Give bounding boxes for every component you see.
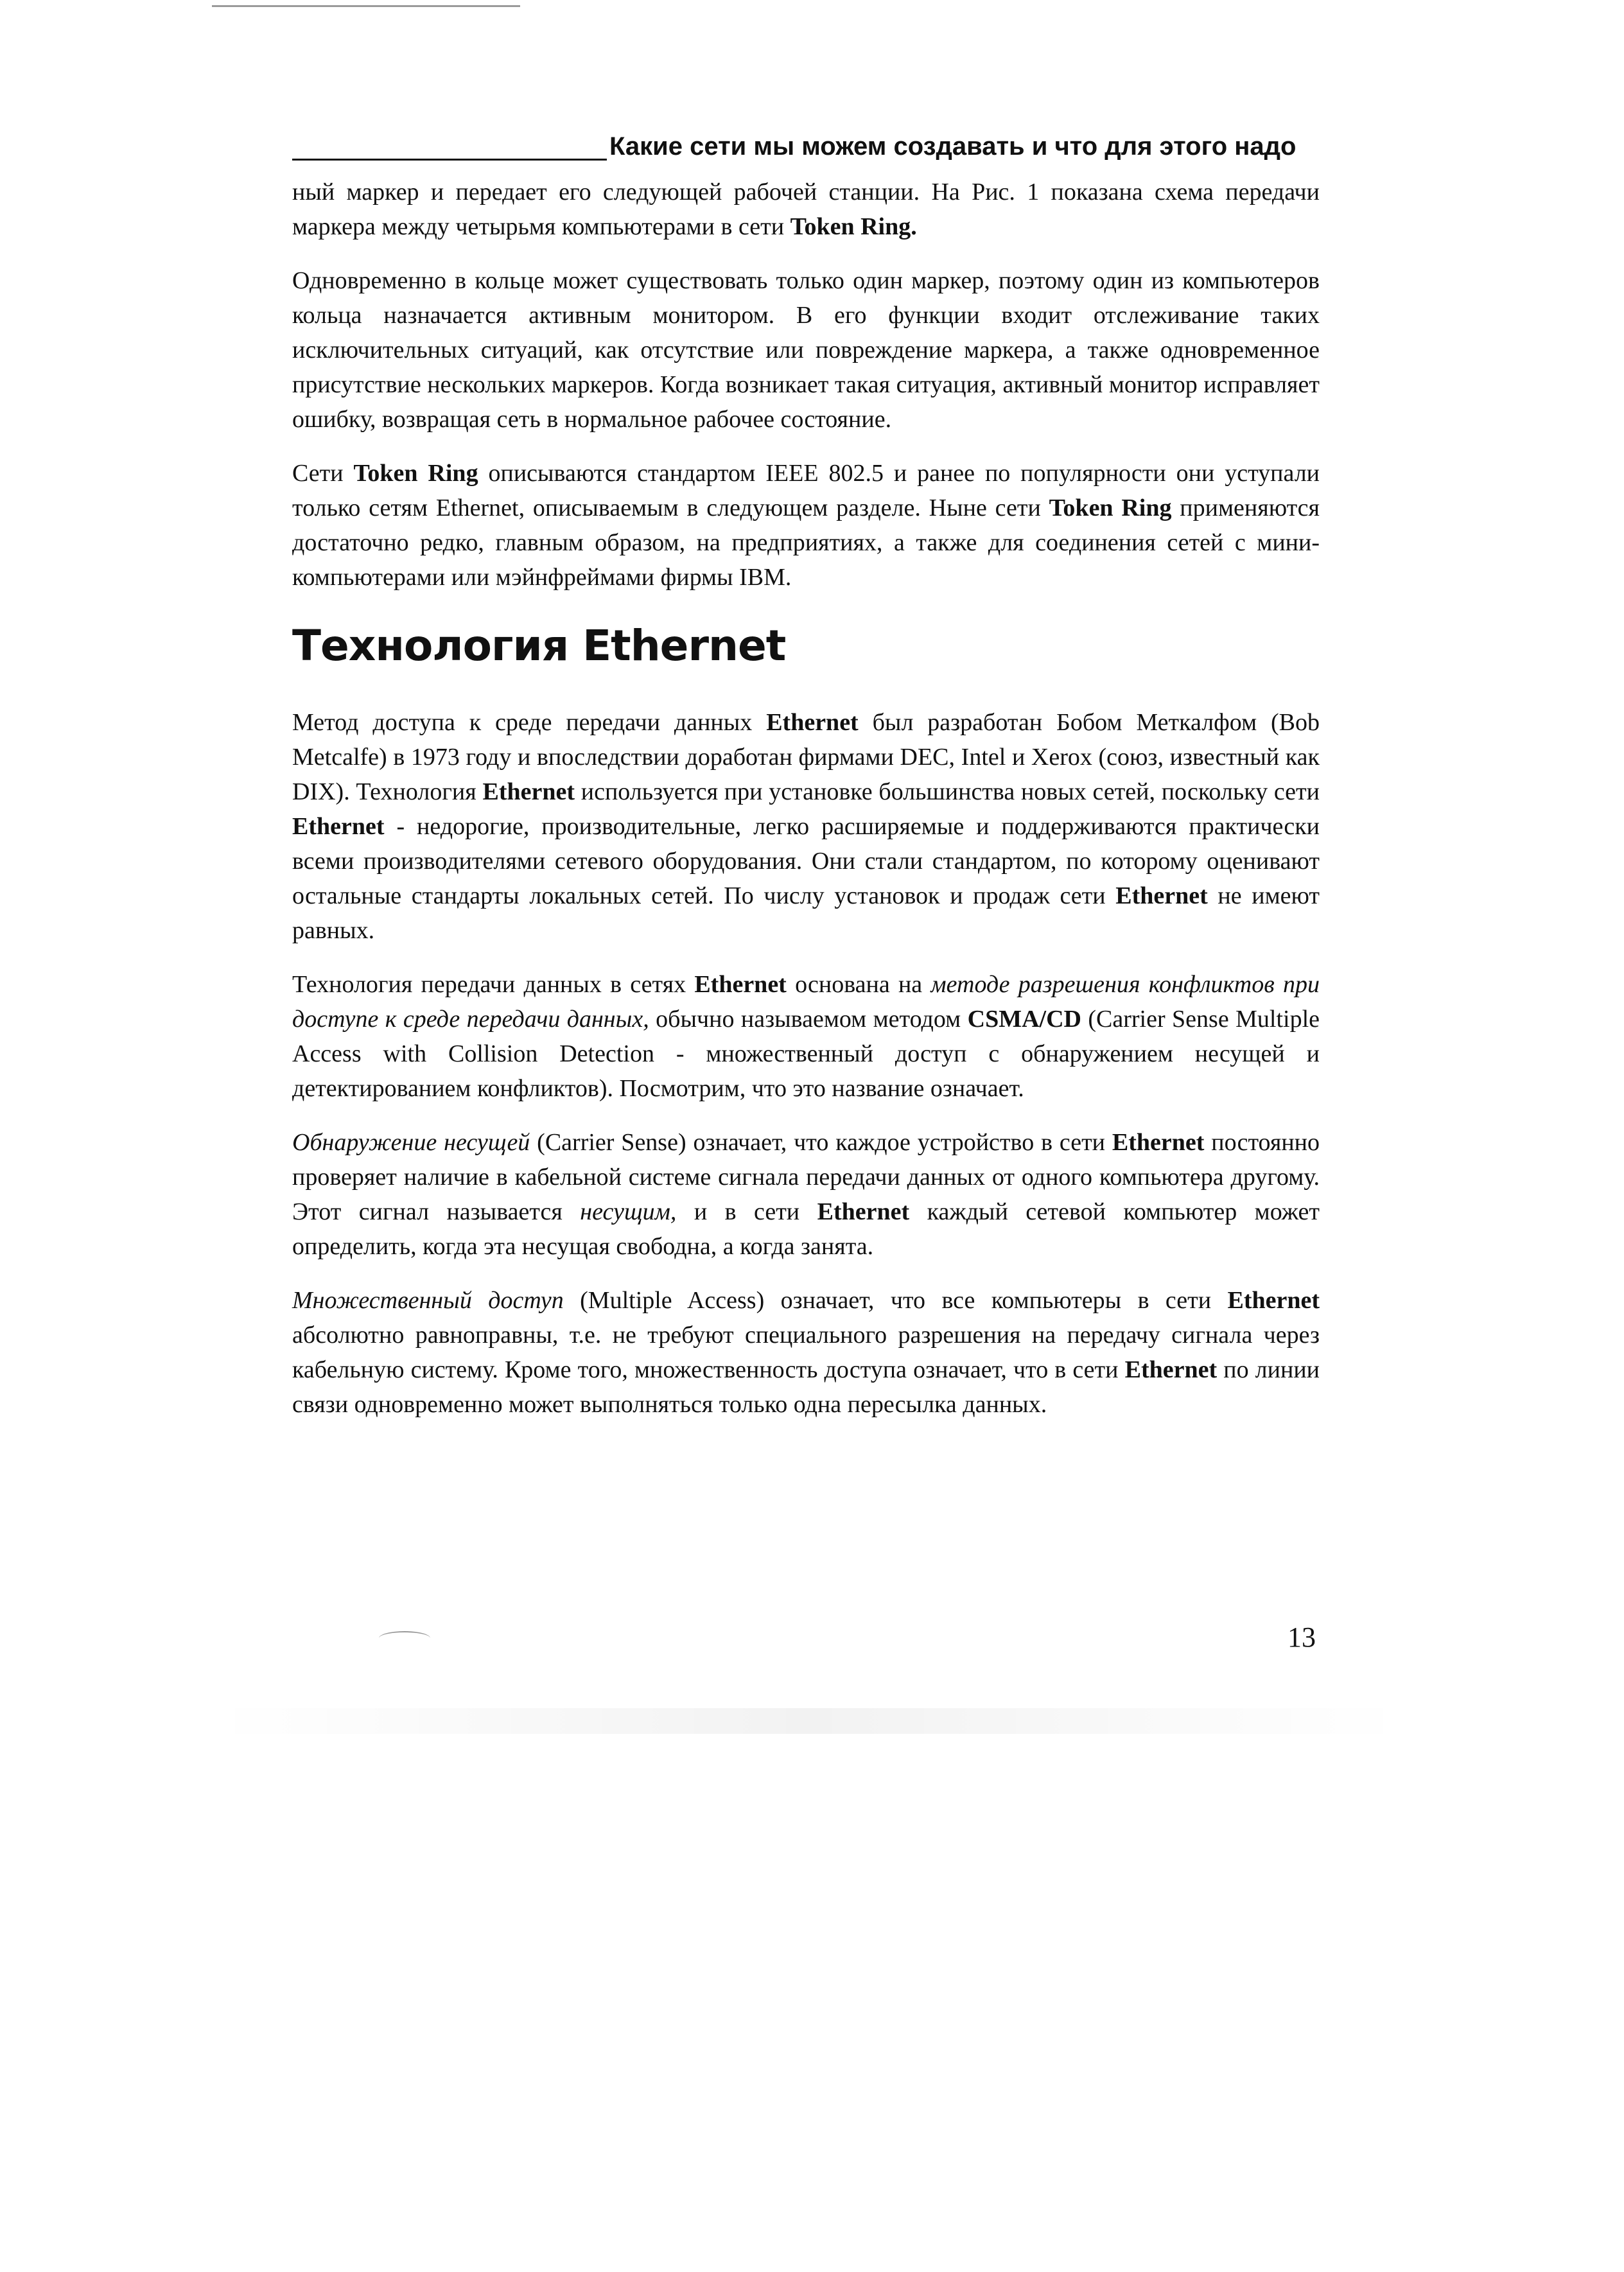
term-csma-cd: CSMA/CD <box>967 1006 1081 1033</box>
header-title: Какие сети мы можем создавать и что для этого надо <box>609 132 1297 161</box>
text: не имеют равных. <box>292 882 1320 944</box>
text: был разработан Бобом Меткалфом (Bob Metcalfe) в 1973 году и впоследствии доработан фирмами DEC, Intel и Xerox (союз, известный как DIX). Технология <box>292 709 1320 805</box>
page-content <box>292 109 1320 1441</box>
term-ethernet: Ethernet <box>1124 1356 1218 1383</box>
text: (Multiple Access) означает, что все компьютеры в сети <box>563 1287 1228 1314</box>
text: (Carrier Sense Multiple Access with Collision Detection - множественный доступ с обнаружением несущей и детектированием конфликтов). Посмотрим, что это название означает. <box>292 1006 1320 1102</box>
text: - недорогие, производительные, легко расширяемые и поддерживаются практически всеми производителями сетевого оборудования. Они стали стандартом, по которому оценивают остальные стандарты локальных сетей. По числу установок и продаж сети <box>292 813 1320 909</box>
paragraph-token-passing <box>292 175 1320 244</box>
text: обычно называемом методом <box>649 1006 968 1033</box>
term-ethernet: Ethernet <box>694 971 787 998</box>
text: (Carrier Sense) означает, что каждое устройство в сети <box>530 1129 1112 1156</box>
text: абсолютно равноправны, т.е. не требуют специального разрешения на передачу сигнала через кабельную систему. Кроме того, множественность доступа означает, что в сети <box>292 1322 1320 1383</box>
text: Метод доступа к среде передачи данных <box>292 709 767 736</box>
text: Сети <box>292 460 354 487</box>
text: основана на <box>786 971 931 998</box>
page-number: 13 <box>1288 1621 1316 1653</box>
term-token-ring: Token Ring <box>353 460 478 487</box>
paragraph-carrier-sense <box>292 1125 1320 1264</box>
term-token-ring: Token Ring. <box>790 213 917 240</box>
emphasis-carrier: несущим, <box>580 1198 677 1225</box>
text: ный маркер и передает его следующей рабочей станции. На Рис. 1 показана схема передачи маркера между четырьмя компьютерами в сети <box>292 179 1320 240</box>
top-scan-rule <box>212 5 520 7</box>
section-title: Технология Ethernet <box>292 621 786 670</box>
paragraph-ethernet-history <box>292 705 1320 948</box>
scan-shadow <box>212 1708 1406 1734</box>
text: Технология передачи данных в сетях <box>292 971 695 998</box>
term-ethernet: Ethernet <box>766 709 859 736</box>
term-ethernet: Ethernet <box>1112 1129 1205 1156</box>
text: описываются стандартом IEEE 802.5 и ранее по популярности они уступали только сетям Ethernet, описываемым в следующем разделе. Ныне сети <box>292 460 1320 521</box>
header-rule <box>292 159 607 161</box>
term-ethernet: Ethernet <box>482 778 575 805</box>
term-ethernet: Ethernet <box>1227 1287 1320 1314</box>
term-ethernet: Ethernet <box>817 1198 910 1225</box>
running-header <box>292 109 1320 161</box>
text: используется при установке большинства новых сетей, поскольку сети <box>575 778 1320 805</box>
text: постоянно проверяет наличие в кабельной системе сигнала передачи данных от одного компьютера другому. Этот сигнал называется <box>292 1129 1320 1225</box>
paragraph-active-monitor <box>292 263 1320 437</box>
scan-smudge <box>379 1631 430 1645</box>
text: применяются достаточно редко, главным образом, на предприятиях, а также для соединения сетей с мини-компьютерами или мэйнфреймами фирмы IBM. <box>292 494 1320 591</box>
term-ethernet: Ethernet <box>1115 882 1208 909</box>
emphasis-multiple-access: Множественный доступ <box>292 1287 564 1314</box>
text: каждый сетевой компьютер может определить, когда эта несущая свободна, а когда занята. <box>292 1198 1320 1260</box>
text: по линии связи одновременно может выполняться только одна пересылка данных. <box>292 1356 1320 1418</box>
emphasis-carrier-sense: Обнаружение несущей <box>292 1129 530 1156</box>
text: и в сети <box>676 1198 817 1225</box>
term-ethernet: Ethernet <box>292 813 385 840</box>
paragraph-csma-cd <box>292 967 1320 1106</box>
emphasis-method: методе разрешения конфликтов при доступе к среде передачи данных, <box>292 971 1320 1033</box>
paragraph-token-ring-standard <box>292 456 1320 595</box>
text: Одновременно в кольце может существовать только один маркер, поэтому один из компьютеров кольца назначается активным монитором. В его функции входит отслеживание таких исключительных ситуаций, как отсутствие или повреждение маркера, а также одновременное присутствие нескольких маркеров. Когда возникает такая ситуация, активный монитор исправляет ошибку, возвращая сеть в нормальное рабочее состояние. <box>292 267 1320 433</box>
paragraph-multiple-access <box>292 1283 1320 1422</box>
term-token-ring: Token Ring <box>1049 494 1172 521</box>
